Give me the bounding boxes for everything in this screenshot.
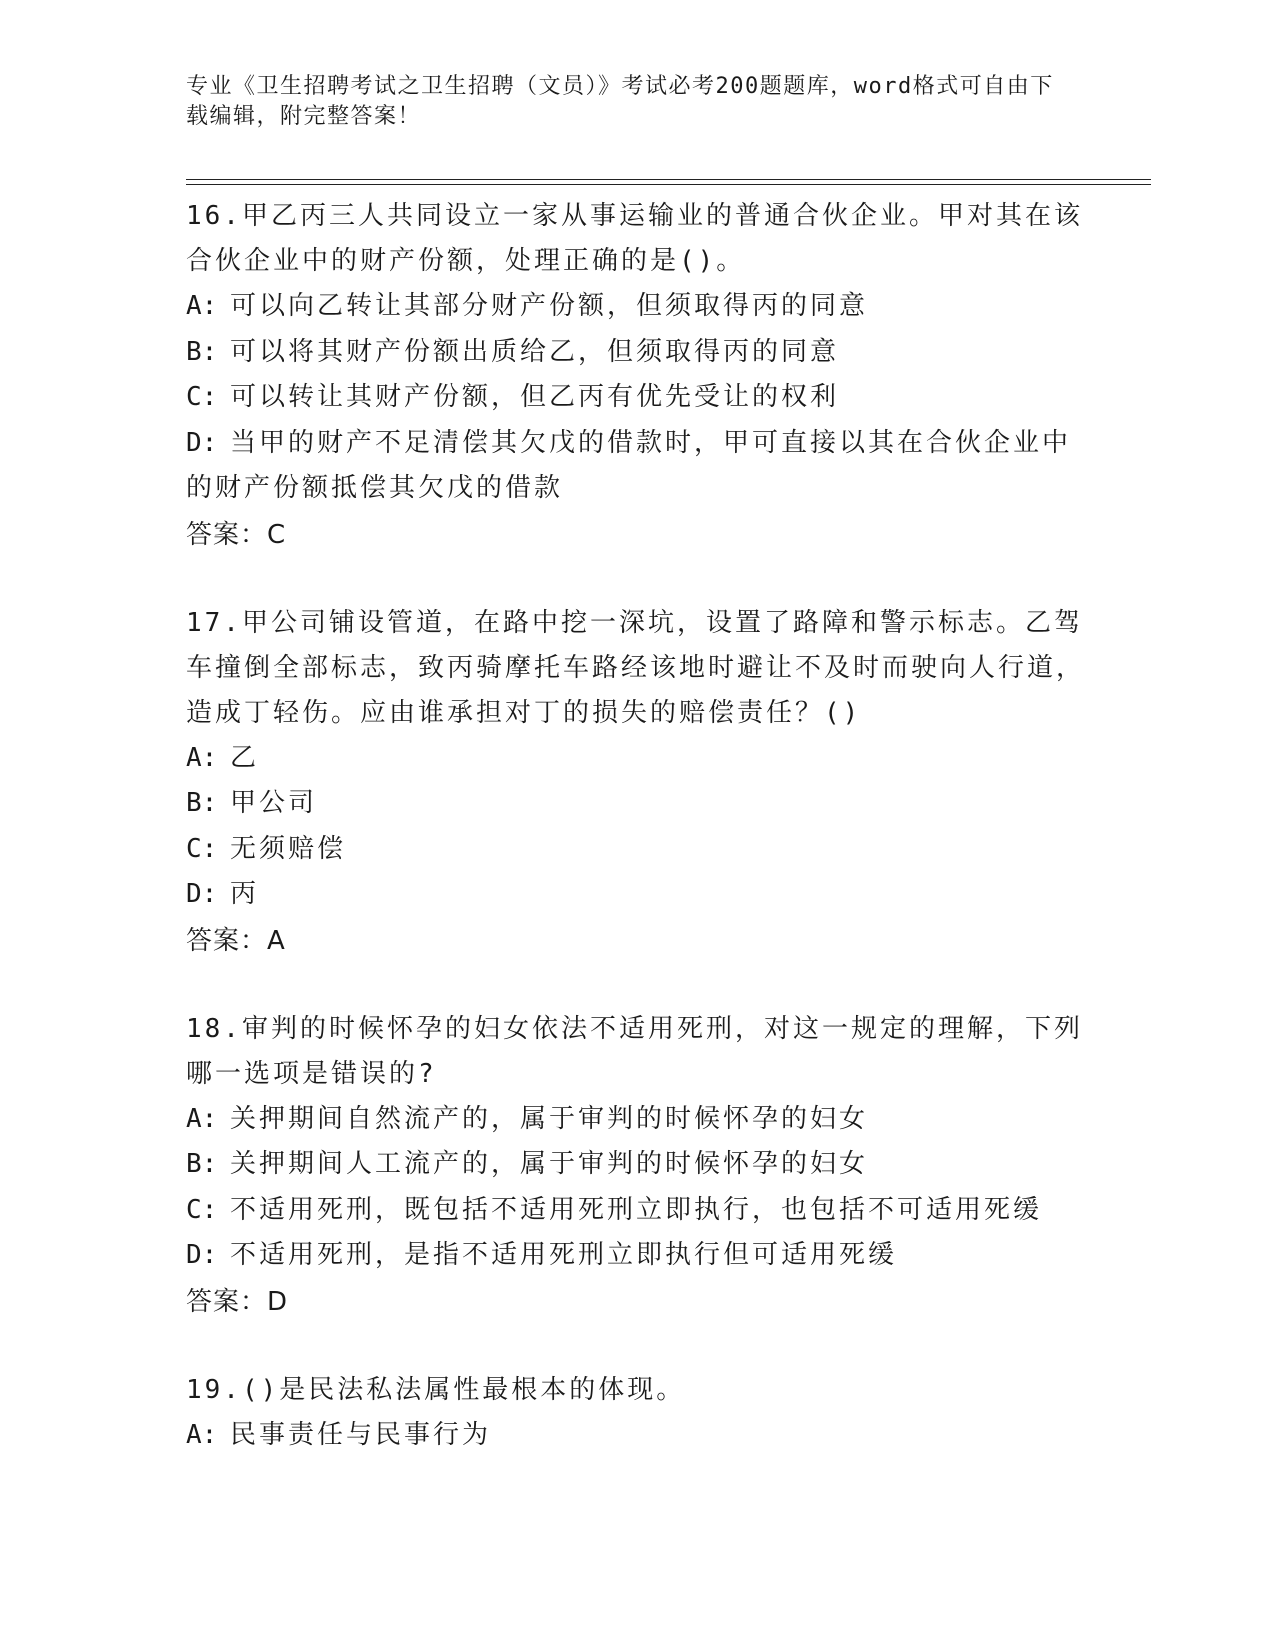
question-18 bbox=[186, 1007, 1086, 1325]
option-c bbox=[186, 1188, 1086, 1234]
answer-line: 答案：A bbox=[186, 925, 286, 956]
option-text: 关押期间自然流产的，属于审判的时候怀孕的妇女 bbox=[230, 1103, 869, 1134]
question-17 bbox=[186, 601, 1086, 964]
question-text: 18.审判的时候怀孕的妇女依法不适用死刑，对这一规定的理解，下列哪一选项是错误的? bbox=[186, 1013, 1083, 1089]
option-letter: A: bbox=[186, 1419, 218, 1450]
option-text: 可以将其财产份额出质给乙，但须取得丙的同意 bbox=[230, 336, 840, 367]
option-text: 可以转让其财产份额，但乙丙有优先受让的权利 bbox=[230, 382, 840, 412]
option-text: 乙 bbox=[230, 742, 260, 773]
option-letter: A: bbox=[186, 1103, 218, 1134]
option-text: 不适用死刑，是指不适用死刑立即执行但可适用死缓 bbox=[230, 1240, 898, 1270]
option-a bbox=[186, 1097, 1086, 1143]
option-letter: A: bbox=[186, 742, 218, 773]
question-text: 17.甲公司铺设管道，在路中挖一深坑，设置了路障和警示标志。乙驾车撞倒全部标志，致丙骑摩托车路经该地时避让不及时而驶向人行道，造成丁轻伤。应由谁承担对丁的损失的赔偿责任？() bbox=[186, 607, 1086, 728]
option-text: 可以向乙转让其部分财产份额，但须取得丙的同意 bbox=[230, 291, 869, 321]
option-letter: C: bbox=[186, 833, 218, 864]
option-letter: D: bbox=[186, 427, 218, 458]
question-list bbox=[186, 194, 1086, 1458]
option-text: 甲公司 bbox=[230, 788, 318, 818]
option-d bbox=[186, 421, 1086, 512]
option-text: 关押期间人工流产的，属于审判的时候怀孕的妇女 bbox=[230, 1149, 869, 1179]
option-b bbox=[186, 781, 1086, 827]
option-letter: C: bbox=[186, 1194, 218, 1225]
option-letter: B: bbox=[186, 1149, 218, 1179]
option-letter: D: bbox=[186, 1240, 218, 1270]
option-letter: C: bbox=[186, 382, 218, 412]
answer-line: 答案：C bbox=[186, 519, 287, 550]
option-c bbox=[186, 827, 1086, 873]
option-letter: B: bbox=[186, 336, 218, 367]
option-c bbox=[186, 375, 1086, 421]
option-letter: A: bbox=[186, 291, 218, 321]
answer-line: 答案：D bbox=[186, 1286, 289, 1317]
option-text: 民事责任与民事行为 bbox=[230, 1419, 492, 1450]
option-text: 不适用死刑，既包括不适用死刑立即执行，也包括不可适用死缓 bbox=[230, 1194, 1043, 1225]
option-letter: D: bbox=[186, 879, 218, 909]
option-a bbox=[186, 736, 1086, 782]
question-16 bbox=[186, 194, 1086, 558]
question-19 bbox=[186, 1368, 1086, 1459]
header-divider-bottom bbox=[186, 184, 1151, 185]
option-letter: B: bbox=[186, 788, 218, 818]
option-text: 无须赔偿 bbox=[230, 833, 347, 864]
question-text: 19.()是民法私法属性最根本的体现。 bbox=[186, 1374, 686, 1405]
option-text: 当甲的财产不足清偿其欠戊的借款时，甲可直接以其在合伙企业中的财产份额抵偿其欠戊的借款 bbox=[186, 427, 1072, 503]
option-b bbox=[186, 330, 1086, 376]
document-header: 专业《卫生招聘考试之卫生招聘（文员）》考试必考200题题库，word格式可自由下载编辑，附完整答案！ bbox=[186, 74, 1054, 129]
option-b bbox=[186, 1142, 1086, 1188]
option-a bbox=[186, 1413, 1086, 1459]
header-divider-top bbox=[186, 179, 1151, 180]
question-text: 16.甲乙丙三人共同设立一家从事运输业的普通合伙企业。甲对其在该合伙企业中的财产份额，处理正确的是()。 bbox=[186, 201, 1083, 276]
option-text: 丙 bbox=[230, 879, 260, 909]
option-d bbox=[186, 872, 1086, 918]
option-a bbox=[186, 284, 1086, 330]
option-d bbox=[186, 1233, 1086, 1279]
